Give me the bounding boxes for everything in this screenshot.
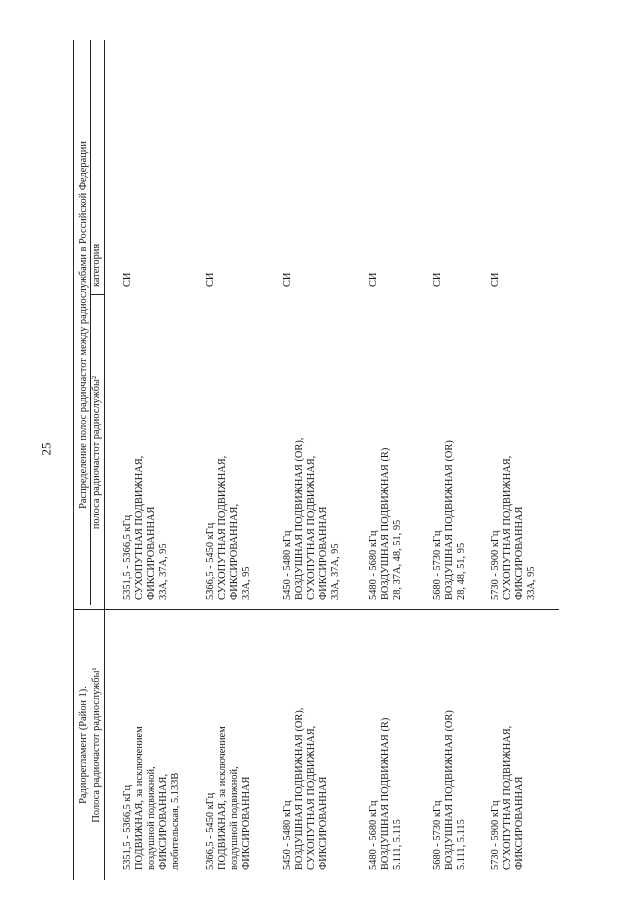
- table-row-6-col3: СИ: [490, 272, 501, 287]
- table-row-3-col3: СИ: [282, 272, 293, 287]
- table-row-2-col3: СИ: [205, 272, 216, 287]
- table-row-6-col2: 5730 - 5900 кГц СУХОПУТНАЯ ПОДВИЖНАЯ, ФИКСИРОВАННАЯ 33А, 95: [490, 455, 537, 600]
- column-divider-2: [90, 294, 104, 295]
- table-top-border: [73, 40, 74, 880]
- group-title: Распределение полос радиочастот между радиослужбами в Российской Федерации: [78, 141, 89, 509]
- table-row-5-col2: 5680 - 5730 кГц ВОЗДУШНАЯ ПОДВИЖНАЯ (OR) 28, 48, 51, 95: [432, 440, 467, 600]
- column-divider-1: [73, 609, 559, 610]
- header-bottom-border: [104, 40, 105, 880]
- table-row-5-col3: СИ: [432, 272, 443, 287]
- table-row-6-col1: 5730 - 5900 кГц СУХОПУТНАЯ ПОДВИЖНАЯ, ФИКСИРОВАННАЯ: [490, 725, 525, 870]
- table-row-1-col1: 5351,5 - 5366,5 кГц ПОДВИЖНАЯ, за исключением воздушной подвижной, ФИКСИРОВАННАЯ, любительская, 5.133В: [122, 726, 181, 870]
- col3-title: категория: [91, 243, 102, 287]
- col1-subtitle: Полоса радиочастот радиослужбы¹: [91, 667, 102, 823]
- frequency-allocation-table: [70, 40, 565, 880]
- page-number: 25: [38, 442, 54, 456]
- table-row-4-col3: СИ: [368, 272, 379, 287]
- table-row-1-col3: СИ: [122, 272, 133, 287]
- table-row-4-col1: 5480 - 5680 кГц ВОЗДУШНАЯ ПОДВИЖНАЯ (R) 5.111, 5.115: [368, 717, 403, 870]
- header-group-divider: [90, 40, 91, 605]
- table-row-3-col1: 5450 - 5480 кГц ВОЗДУШНАЯ ПОДВИЖНАЯ (OR), СУХОПУТНАЯ ПОДВИЖНАЯ, ФИКСИРОВАННАЯ: [282, 707, 329, 870]
- table-row-5-col1: 5680 - 5730 кГц ВОЗДУШНАЯ ПОДВИЖНАЯ (OR) 5.111, 5.115: [432, 710, 467, 870]
- col2-title: полоса радиочастот радиослужбы²: [91, 375, 102, 530]
- table-row-4-col2: 5480 - 5680 кГц ВОЗДУШНАЯ ПОДВИЖНАЯ (R) 28, 37А, 48, 51, 95: [368, 447, 403, 600]
- table-row-1-col2: 5351,5 - 5366,5 кГц СУХОПУТНАЯ ПОДВИЖНАЯ, ФИКСИРОВАННАЯ 33А, 37А, 95: [122, 455, 169, 600]
- table-row-3-col2: 5450 - 5480 кГц ВОЗДУШНАЯ ПОДВИЖНАЯ (OR), СУХОПУТНАЯ ПОДВИЖНАЯ, ФИКСИРОВАННАЯ 33А, 37А, 95: [282, 437, 341, 600]
- table-row-2-col1: 5366,5 - 5450 кГц ПОДВИЖНАЯ, за исключением воздушной подвижной, ФИКСИРОВАННАЯ: [205, 726, 252, 870]
- table-row-2-col2: 5366,5 - 5450 кГц СУХОПУТНАЯ ПОДВИЖНАЯ, ФИКСИРОВАННАЯ, 33А, 95: [205, 455, 252, 600]
- col1-title: Радиорегламент (Район 1).: [78, 686, 89, 804]
